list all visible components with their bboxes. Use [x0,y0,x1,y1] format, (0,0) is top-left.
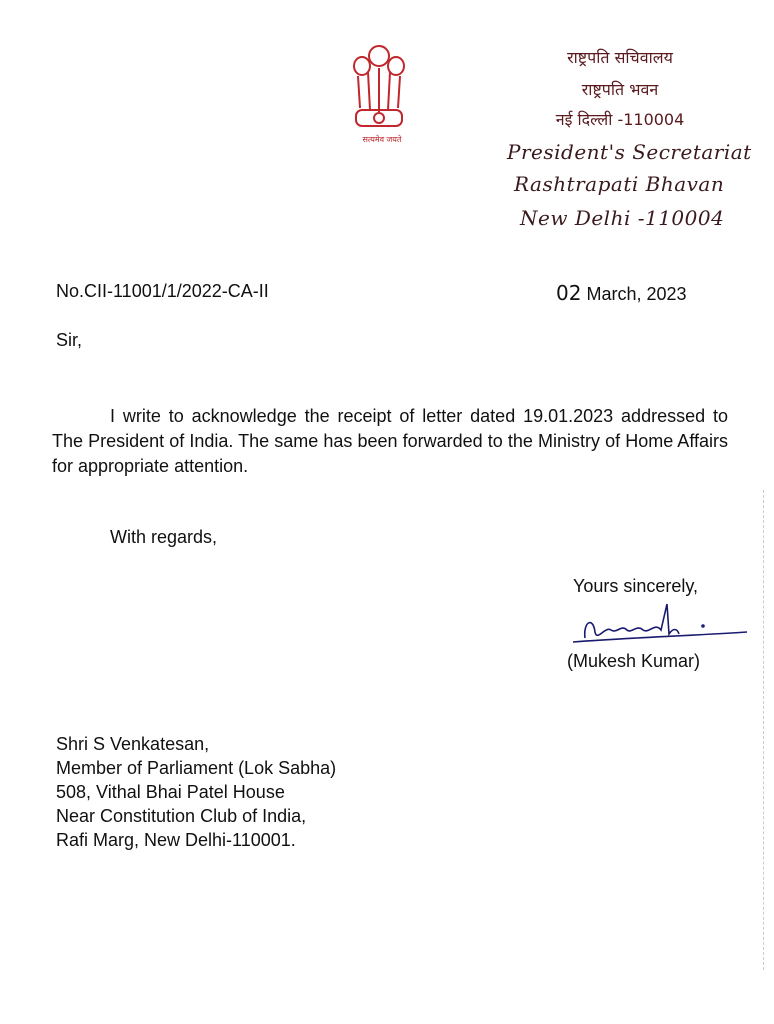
signature-icon [565,602,750,652]
letterhead-english-line-2: Rashtrapati Bhavan [514,172,725,196]
letterhead-hindi-line-3: नई दिल्ली -110004 [555,110,685,129]
recipient-line: Near Constitution Club of India, [56,806,307,826]
signatory-name: (Mukesh Kumar) [567,651,701,671]
page-edge-mark [763,490,769,970]
letterhead-hindi-line-1: राष्ट्रपति सचिवालय [567,48,673,67]
letterhead-english-line-1: President's Secretariat [507,140,752,164]
month-year: March, 2023 [586,284,687,304]
national-emblem-icon [348,38,410,148]
letterhead-english-line-3: New Delhi -110004 [520,206,725,230]
handwritten-day: 02 [556,281,582,305]
closing: Yours sincerely, [573,576,699,596]
letterhead-hindi-line-2: राष्ट्रपति भवन [581,80,659,99]
reference-number: No.CII-11001/1/2022-CA-II [56,281,269,301]
letter-body: I write to acknowledge the receipt of letter dated 19.01.2023 addressed to The President of India. The same has been forwarded to the Ministry of Home Affairs for appropriate attention. [52,406,728,476]
regards: With regards, [110,527,218,547]
recipient-line: Rafi Marg, New Delhi-110001. [56,830,296,850]
salutation: Sir, [56,330,83,350]
recipient-line: Member of Parliament (Lok Sabha) [56,758,337,778]
letter-date [556,281,687,305]
emblem-motto: सत्यमेव जयते [362,135,402,144]
recipient-line: 508, Vithal Bhai Patel House [56,782,285,802]
recipient-line: Shri S Venkatesan, [56,734,210,754]
